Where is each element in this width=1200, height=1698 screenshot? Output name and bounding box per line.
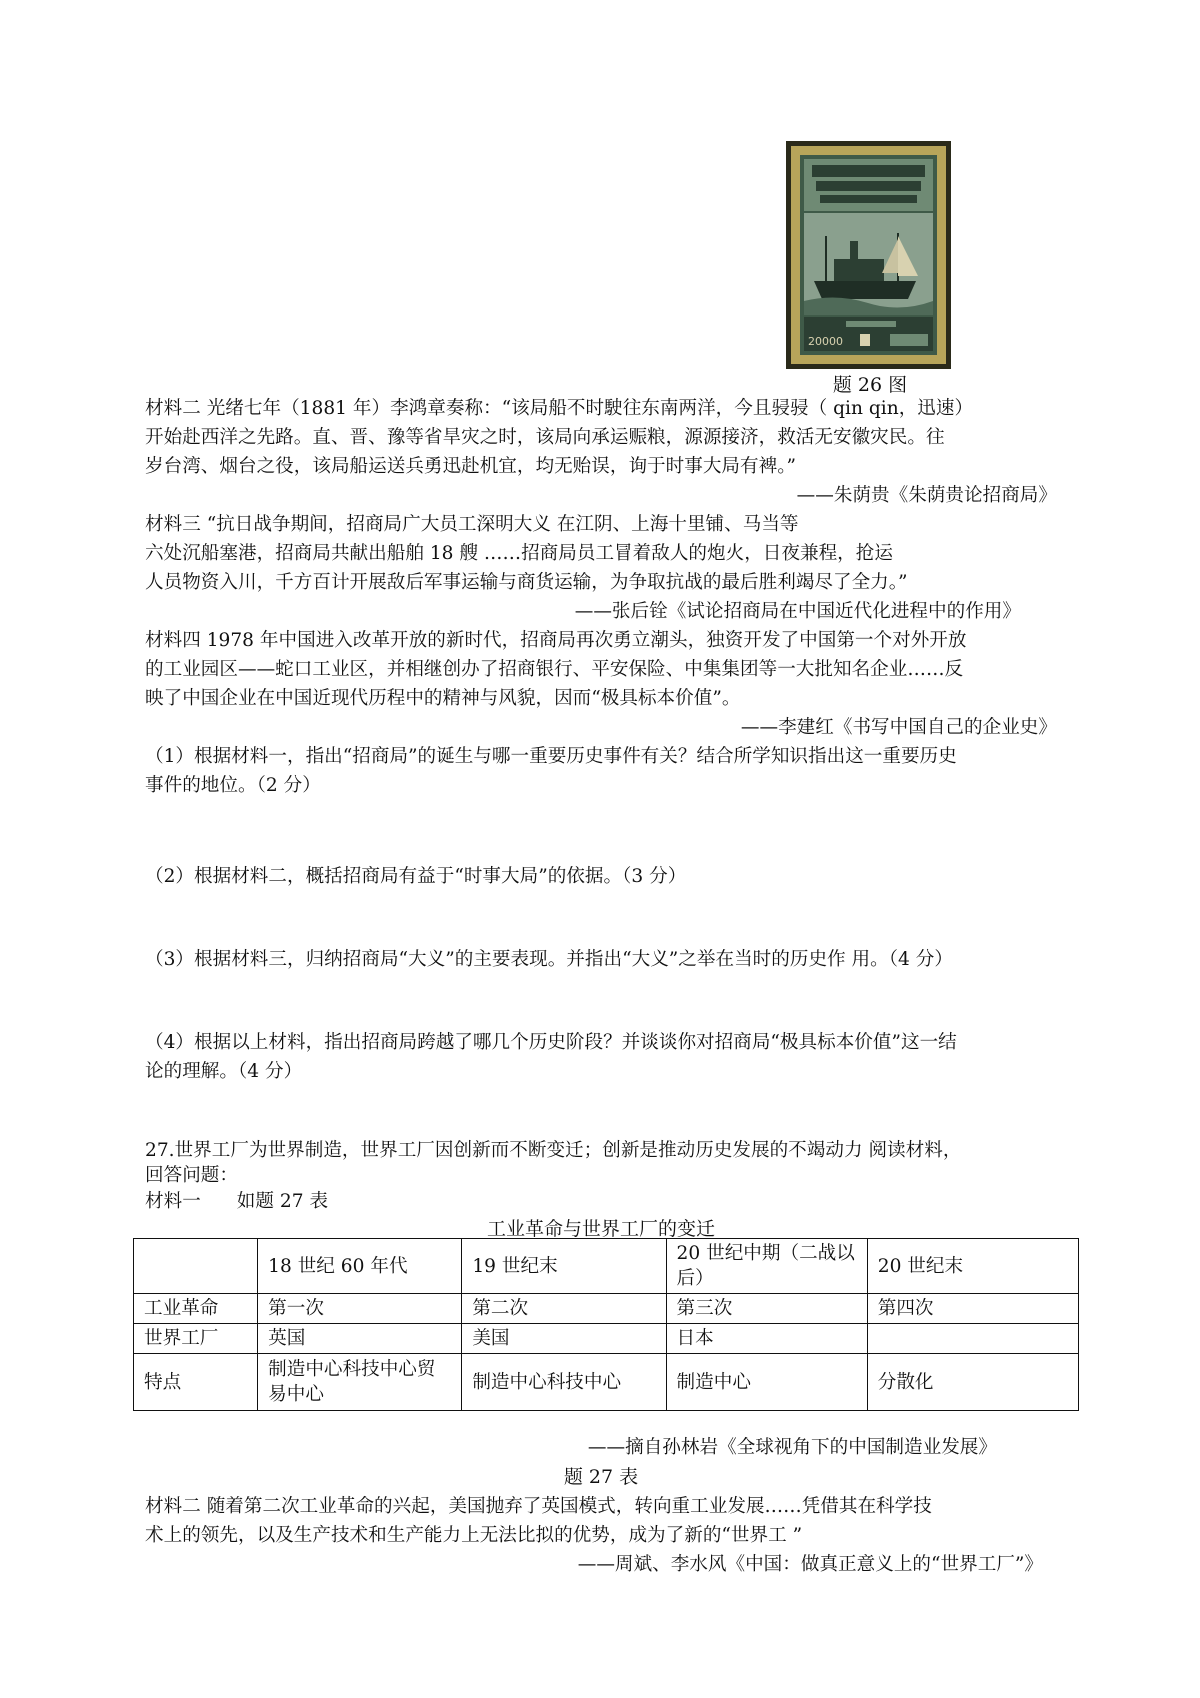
table-cell: 第三次 [666,1294,867,1324]
table-cell: 工业革命 [134,1294,258,1324]
question-3-line: （3）根据材料三，归纳招商局“大义”的主要表现。并指出“大义”之举在当时的历史作 用。（4 分） [145,949,953,970]
material-two-27-line: 术上的领先，以及生产技术和生产能力上无法比拟的优势，成为了新的“世界工 ” [145,1525,803,1546]
table-cell: 分散化 [867,1354,1078,1411]
table-header-row [134,1239,1079,1294]
material-three-source: ——张后铨《试论招商局在中国近代化进程中的作用》 [574,601,1021,622]
figure-26-caption: 题 26 图 [832,374,908,396]
material-three-line: 人员物资入川，千方百计开展敌后军事运输与商货运输，为争取抗战的最后胜利竭尽了全力。” [145,572,908,593]
table-header-cell: 18 世纪 60 年代 [258,1239,462,1294]
table-cell: 制造中心 [666,1354,867,1411]
material-three [145,510,1057,626]
question-1-line: （1）根据材料一，指出“招商局”的诞生与哪一重要历史事件有关？结合所学知识指出这一重要历史 [145,746,957,767]
question-27-intro-line: 27.世界工厂为世界制造，世界工厂因创新而不断变迁；创新是推动历史发展的不竭动力 阅读材料， [145,1140,962,1161]
question-2-line: （2）根据材料二，概括招商局有益于“时事大局”的依据。（3 分） [145,866,687,887]
question-27-intro [145,1136,1057,1216]
table-header-cell [134,1239,258,1294]
table-source: ——摘自孙林岩《全球视角下的中国制造业发展》 [587,1437,997,1458]
table-27-caption: 题 27 表 [563,1466,639,1488]
table-cell: 特点 [134,1354,258,1411]
material-four-line: 的工业园区——蛇口工业区，并相继创办了招商银行、平安保险、中集集团等一大批知名企业……反 [145,659,964,680]
material-one-line [145,1187,1057,1216]
table-cell: 日本 [666,1324,867,1354]
material-two-line: 材料二 光绪七年（1881 年）李鸿章奏称：“该局船不时駛往东南两洋，今且骎骎（ qin qin，迅速） [145,398,974,419]
material-two [145,394,1057,510]
table-header-cell: 20 世纪中期（二战以后） [666,1239,867,1294]
question-4-line: 论的理解。（4 分） [145,1061,303,1082]
table-cell: 第一次 [258,1294,462,1324]
material-one-text: 如题 27 表 [236,1191,329,1212]
question-27-intro-line: 回答问题： [145,1165,238,1186]
industrial-revolution-table [133,1238,1079,1411]
question-4-line: （4）根据以上材料，指出招商局跨越了哪几个历史阶段？并谈谈你对招商局“极具标本价值”这一结 [145,1032,957,1053]
material-two-27-line: 材料二 随着第二次工业革命的兴起，美国抛弃了英国模式，转向重工业发展……凭借其在科学技 [145,1496,932,1517]
stamp-image [786,141,951,369]
question-3 [145,945,1057,974]
material-three-line: 材料三 “抗日战争期间，招商局广大员工深明大义 在江阴、上海十里铺、马当等 [145,514,799,535]
table-header-cell: 19 世纪末 [462,1239,666,1294]
table-row [134,1294,1079,1324]
table-cell: 制造中心科技中心 [462,1354,666,1411]
table-cell: 美国 [462,1324,666,1354]
table-row [134,1324,1079,1354]
material-three-line: 六处沉船塞港，招商局共献出船舶 18 艘 ……招商局员工冒着敌人的炮火，日夜兼程，抢运 [145,543,893,564]
table-cell: 世界工厂 [134,1324,258,1354]
material-four-line: 材料四 1978 年中国进入改革开放的新时代，招商局再次勇立潮头，独资开发了中国第一个对外开放 [145,630,967,651]
material-two-source: ——朱荫贵《朱荫贵论招商局》 [796,485,1057,506]
table-cell: 第四次 [867,1294,1078,1324]
table-title: 工业革命与世界工厂的变迁 [486,1218,715,1240]
stamp-value: 20000 [808,335,843,348]
table-cell: 第二次 [462,1294,666,1324]
table-cell: 英国 [258,1324,462,1354]
material-four-line: 映了中国企业在中国近现代历程中的精神与风貌，因而“极具标本价值”。 [145,688,741,709]
material-two-line: 开始赴西洋之先路。直、晋、豫等省旱灾之时，该局向承运赈粮，源源接济，救活无安徽灾民。往 [145,427,945,448]
material-four [145,626,1057,742]
question-27-material-two [145,1492,1057,1579]
material-two-27-source: ——周斌、李水风《中国：做真正意义上的“世界工厂”》 [577,1554,1043,1575]
table-cell: 制造中心科技中心贸易中心 [258,1354,462,1411]
question-4 [145,1028,1057,1086]
question-1 [145,742,1057,800]
question-2 [145,862,1057,891]
material-one-label: 材料一 [145,1191,201,1212]
ship-stamp-picture [786,141,951,369]
table-header-cell: 20 世纪末 [867,1239,1078,1294]
table-row [134,1354,1079,1411]
table-cell [867,1324,1078,1354]
question-1-line: 事件的地位。（2 分） [145,775,321,796]
material-two-line: 岁台湾、烟台之役，该局船运送兵勇迅赴机宜，均无贻误，询于时事大局有裨。” [145,456,796,477]
material-four-source: ——李建红《书写中国自己的企业史》 [740,717,1057,738]
